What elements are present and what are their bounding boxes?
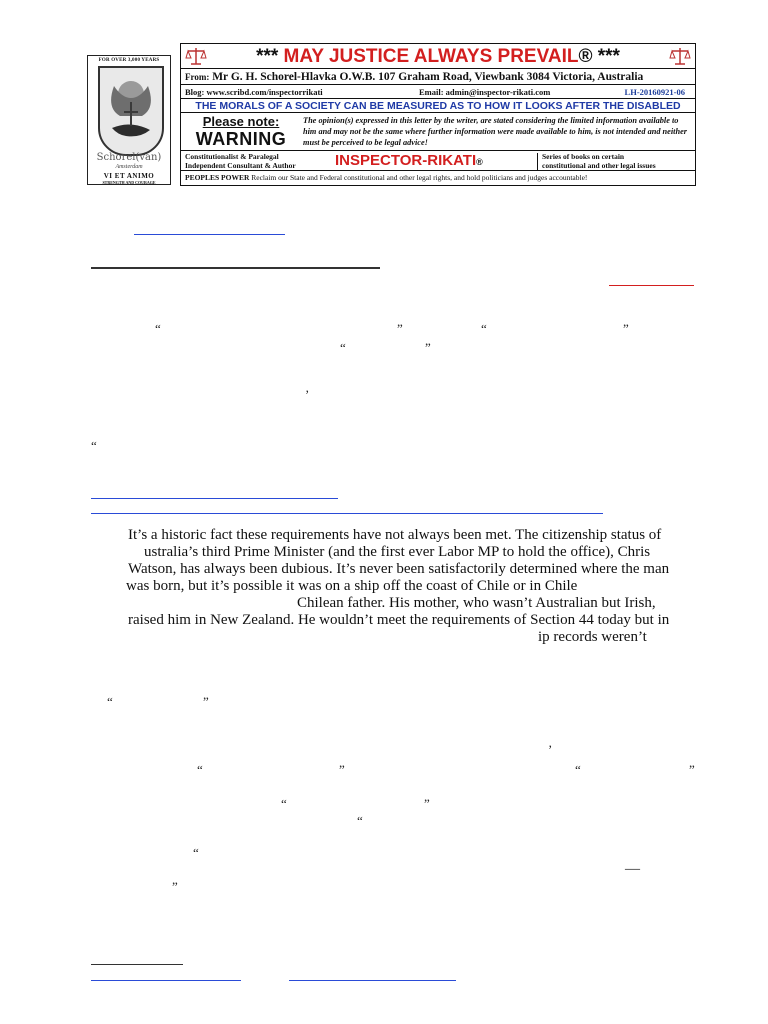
open-quote: “ bbox=[481, 321, 487, 336]
logo-top-text: FOR OVER 3,000 YEARS bbox=[98, 58, 160, 63]
title-registered-mark: ® bbox=[578, 46, 593, 67]
close-quote: ” bbox=[397, 321, 403, 336]
crest-icon bbox=[98, 66, 164, 156]
warning-label bbox=[185, 114, 297, 149]
logo-brand-sub: Amsterdam bbox=[115, 164, 143, 170]
inspector-rikati-name: INSPECTOR-RIKATI bbox=[335, 152, 477, 169]
warning-row bbox=[181, 113, 695, 151]
open-quote: “ bbox=[281, 796, 287, 811]
letterhead-title-row bbox=[181, 44, 695, 69]
paragraph-line-7: ip records weren’t bbox=[538, 629, 647, 645]
logo-motto: VI ET ANIMO bbox=[103, 172, 155, 180]
from-row bbox=[181, 69, 695, 85]
close-quote: ” bbox=[425, 340, 431, 355]
open-quote: “ bbox=[197, 762, 203, 777]
open-quote: “ bbox=[91, 438, 97, 453]
paragraph-line-1: It’s a historic fact these requirements have not always been met. The citizenship status of bbox=[128, 527, 662, 543]
hyperlink-underline[interactable] bbox=[134, 234, 285, 235]
heading-underline bbox=[91, 267, 380, 269]
consultant-line-2: Independent Consultant & Author bbox=[185, 160, 296, 170]
open-quote: “ bbox=[340, 340, 346, 355]
morals-banner: THE MORALS OF A SOCIETY CAN BE MEASURED AS TO HOW IT LOOKS AFTER THE DISABLED bbox=[181, 99, 695, 113]
contact-row bbox=[181, 85, 695, 99]
open-quote: “ bbox=[357, 813, 363, 828]
scales-of-justice-icon bbox=[185, 47, 207, 66]
title-stars-right: *** bbox=[597, 46, 620, 67]
close-quote: ” bbox=[203, 694, 209, 709]
hyperlink-underline[interactable] bbox=[91, 498, 338, 499]
footnote-hyperlink[interactable] bbox=[91, 980, 241, 981]
consultant-line-1: Constitutionalist & Paralegal bbox=[185, 152, 279, 161]
close-quote: ” bbox=[339, 762, 345, 777]
peoples-power-text: Reclaim our State and Federal constitutional and other legal rights, and hold politicians and judges accountable! bbox=[251, 173, 588, 182]
close-quote: ” bbox=[172, 879, 178, 894]
please-note-label: Please note: bbox=[202, 114, 280, 129]
peoples-power-label: PEOPLES POWER bbox=[185, 173, 250, 182]
paragraph-line-6: raised him in New Zealand. He wouldn’t meet the requirements of Section 44 today but in bbox=[128, 612, 670, 628]
series-info bbox=[537, 153, 691, 170]
apostrophe: ’ bbox=[305, 387, 310, 402]
title-stars-left: *** bbox=[256, 46, 279, 67]
warning-text: The opinion(s) expressed in this letter by the writer, are stated considering the limited information available to him and may not be the same where further information were made available to him, is not intended and neither must be perceived to be legal advice! bbox=[303, 116, 687, 147]
email-link[interactable]: Email: admin@inspector-rikati.com bbox=[419, 87, 551, 97]
open-quote: “ bbox=[575, 762, 581, 777]
open-quote: “ bbox=[155, 321, 161, 336]
paragraph-line-4: was born, but it’s possible it was on a ship off the coast of Chile or in Chile bbox=[126, 578, 578, 594]
close-quote: ” bbox=[623, 321, 629, 336]
reference-number: LH-20160921-06 bbox=[624, 87, 685, 97]
series-line-2: constitutional and other legal issues bbox=[542, 160, 656, 170]
inspector-row bbox=[181, 151, 695, 171]
from-label: From: bbox=[185, 72, 210, 82]
open-quote: “ bbox=[107, 694, 113, 709]
close-quote: ” bbox=[689, 762, 695, 777]
red-underline bbox=[609, 285, 694, 286]
paragraph-line-2: ustralia’s third Prime Minister (and the first ever Labor MP to hold the office), Chris bbox=[144, 544, 651, 560]
scales-of-justice-icon bbox=[669, 47, 691, 66]
consultant-info bbox=[185, 153, 296, 170]
hyperlink-underline[interactable] bbox=[91, 513, 603, 514]
em-dash: — bbox=[625, 861, 640, 877]
paragraph-line-3: Watson, has always been dubious. It’s never been satisfactorily determined where the man bbox=[128, 561, 670, 577]
logo-motto-sub: STRENGTH AND COURAGE bbox=[102, 180, 156, 185]
close-quote: ” bbox=[424, 796, 430, 811]
from-address: Mr G. H. Schorel-Hlavka O.W.B. 107 Graham Road, Viewbank 3084 Victoria, Australia bbox=[212, 71, 644, 83]
paragraph-line-5: Chilean father. His mother, who wasn’t Australian but Irish, bbox=[297, 595, 656, 611]
apostrophe: ’ bbox=[548, 742, 553, 757]
footnote-hyperlink[interactable] bbox=[289, 980, 456, 981]
inspector-rikati-brand bbox=[335, 151, 483, 172]
blog-link[interactable]: Blog: www.scribd.com/inspectorrikati bbox=[185, 87, 323, 97]
inspector-registered-mark: ® bbox=[476, 157, 483, 167]
letterhead-title: MAY JUSTICE ALWAYS PREVAIL bbox=[283, 46, 579, 67]
peoples-power-row bbox=[181, 171, 695, 185]
crest-logo bbox=[87, 55, 171, 185]
open-quote: “ bbox=[193, 845, 199, 860]
body-paragraph bbox=[128, 527, 688, 646]
letterhead bbox=[180, 43, 696, 186]
warning-heading: WARNING bbox=[195, 129, 287, 149]
series-line-1: Series of books on certain bbox=[542, 152, 625, 161]
footnote-separator bbox=[91, 964, 183, 965]
logo-brand: Schorel(van) bbox=[96, 152, 162, 163]
